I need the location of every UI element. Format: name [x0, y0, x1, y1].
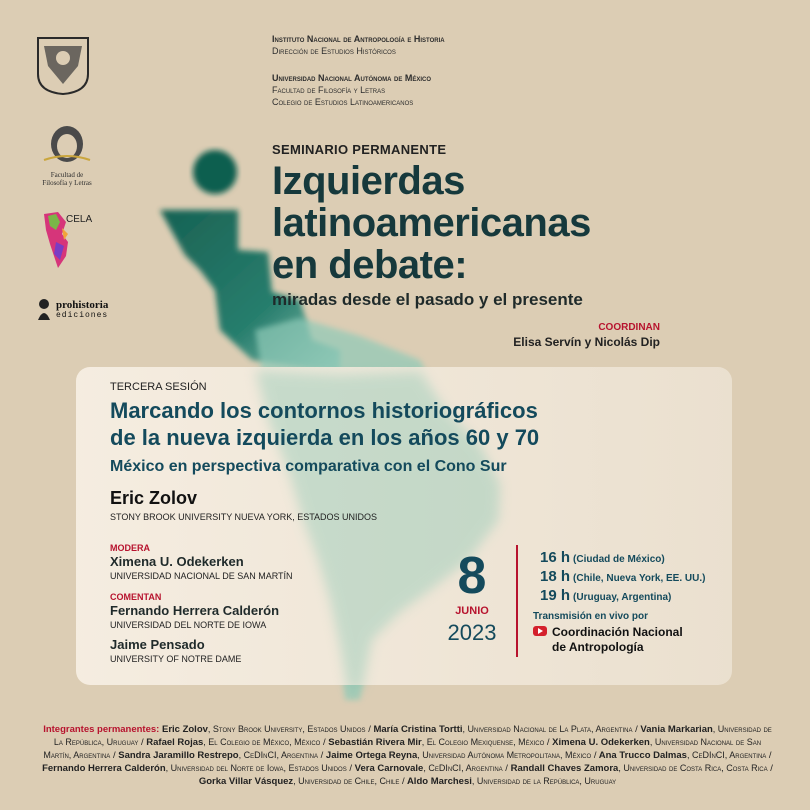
member-name: Aldo Marchesi [404, 776, 472, 787]
speaker-name: Eric Zolov [110, 488, 198, 508]
permanent-members [40, 723, 775, 788]
member-affiliation: , Universidad del Norte de Iowa, Estados Unidos [165, 763, 347, 773]
session-title-line1: Marcando los contornos historiográficos [110, 398, 538, 423]
stream-channel-line2: de Antropología [552, 640, 644, 654]
seminar-title-line3: en debate: [272, 243, 468, 287]
inah-name: Instituto Nacional de Antropología e Historia [272, 34, 445, 44]
unam-header [272, 72, 431, 108]
inah-header [272, 33, 445, 57]
member-name: Vania Markarian [637, 724, 713, 735]
seminar-subtitle: miradas desde el pasado y el presente [272, 290, 583, 309]
member-affiliation: , Universidad de Costa Rica, Costa Rica [618, 763, 768, 773]
unam-seal-logo [34, 34, 92, 96]
session-label: TERCERA SESIÓN [110, 381, 207, 393]
member-affiliation: , CeDInCI, Argentina [423, 763, 503, 773]
member-affiliation: , El Colegio de México, México [203, 737, 321, 747]
member-affiliation: , Universidad Nacional de La Plata, Argentina [462, 724, 633, 734]
unam-faculty: Facultad de Filosofía y Letras [272, 85, 386, 95]
member-affiliation: , Universidad Nacional de San Martín, Argentina [43, 737, 762, 760]
prohistoria-logo [36, 298, 116, 320]
member-item: Randall Chaves Zamora, Universidad de Costa Rica, Costa Rica / [507, 763, 773, 774]
youtube-icon[interactable] [533, 626, 547, 636]
member-name: Ana Trucco Dalmas [596, 750, 687, 761]
time-hour: 18 h [540, 568, 571, 585]
member-name: Gorka Villar Vásquez [198, 776, 294, 787]
member-item: Ana Trucco Dalmas, CeDInCI, Argentina / [596, 750, 772, 761]
member-item [405, 776, 617, 787]
member-item: Jaime Ortega Reyna, Universidad Autónoma Metropolitana, México / [323, 750, 597, 761]
time-hour: 19 h [540, 587, 571, 604]
moderator-affiliation: UNIVERSIDAD NACIONAL DE SAN MARTÍN [110, 571, 293, 581]
date-divider [516, 545, 518, 657]
member-item: Sandra Jaramillo Restrepo, CeDInCI, Argentina / [115, 750, 324, 761]
time-hour: 16 h [540, 549, 571, 566]
time-row [540, 587, 671, 604]
speaker-affiliation: STONY BROOK UNIVERSITY NUEVA YORK, ESTADOS UNIDOS [110, 512, 378, 522]
prohistoria-title: prohistoria [56, 298, 109, 311]
unam-college: Colegio de Estudios Latinoamericanos [272, 97, 414, 107]
member-name: Randall Chaves Zamora [507, 763, 619, 774]
members-lead: Integrantes permanentes: [43, 724, 160, 735]
member-name: Sebastián Rivera Mir [325, 737, 422, 748]
member-item: Vera Carnovale, CeDInCI, Argentina / [352, 763, 508, 774]
commentator1-name: Fernando Herrera Calderón [110, 603, 280, 618]
date-year: 2023 [447, 620, 497, 645]
member-affiliation: , Stony Brook University, Estados Unidos [207, 724, 366, 734]
commentators-label: COMENTAN [110, 592, 162, 602]
member-affiliation: , Universidad de Chile, Chile [293, 776, 400, 786]
date-month: JUNIO [455, 605, 489, 617]
unam-name: Universidad Nacional Autónoma de México [272, 73, 432, 83]
seminar-title [272, 160, 591, 286]
time-place: (Ciudad de México) [573, 554, 665, 565]
coordinators-label: COORDINAN [598, 322, 660, 333]
member-item: Vania Markarian, Universidad de La República, Uruguay / [53, 724, 772, 748]
member-name: Jaime Ortega Reyna [323, 750, 418, 761]
inah-dept: Dirección de Estudios Históricos [272, 46, 396, 56]
seminar-title-line1: Izquierdas [272, 159, 465, 203]
cela-logo [36, 208, 102, 277]
member-name: Rafael Rojas [143, 737, 204, 748]
member-item: Rafael Rojas, El Colegio de México, México / [143, 737, 326, 748]
member-name: Fernando Herrera Calderón [42, 763, 166, 774]
time-place: (Chile, Nueva York, EE. UU.) [573, 573, 706, 584]
member-item: María Cristina Tortti, Universidad Nacional de La Plata, Argentina / [370, 724, 638, 735]
member-affiliation: , El Colegio Mexiquense, México [421, 737, 545, 747]
member-affiliation: , Universidad de La República, Uruguay [53, 724, 772, 747]
stream-channel-link[interactable] [552, 625, 683, 655]
member-name: Eric Zolov [161, 724, 208, 735]
member-affiliation: , Universidad Autónoma Metropolitana, México [417, 750, 592, 760]
member-name: Ximena U. Odekerken [549, 737, 650, 748]
date-day: 8 [457, 547, 487, 605]
session-title-line2: de la nueva izquierda en los años 60 y 70 [110, 425, 540, 450]
coordinators-names: Elisa Servín y Nicolás Dip [513, 335, 660, 349]
prohistoria-sub: ediciones [56, 310, 109, 320]
time-place: (Uruguay, Argentina) [573, 592, 672, 603]
stream-channel-line1: Coordinación Nacional [552, 625, 683, 639]
time-row [540, 549, 665, 566]
member-affiliation: , Universidad de la República, Uruguay [471, 776, 617, 786]
member-item: Sebastián Rivera Mir, El Colegio Mexiquense, México / [325, 737, 550, 748]
ffyl-logo-text: Facultad de Filosofía y Letras [42, 171, 92, 187]
time-row [540, 568, 705, 585]
i-dot [193, 150, 237, 194]
member-item: Eric Zolov, Stony Brook University, Estados Unidos / [161, 724, 371, 735]
member-affiliation: , CeDInCI, Argentina [686, 750, 767, 760]
session-subtitle: México en perspectiva comparativa con el Cono Sur [110, 458, 507, 475]
stream-label: Transmisión en vivo por [533, 611, 649, 622]
seminar-title-line2: latinoamericanas [272, 201, 591, 245]
seminar-label: SEMINARIO PERMANENTE [272, 142, 447, 157]
commentator1-affiliation: UNIVERSIDAD DEL NORTE DE IOWA [110, 620, 267, 630]
session-title [110, 397, 539, 451]
cela-logo-text: CELA [66, 214, 93, 225]
ffyl-logo [38, 122, 96, 187]
member-item: Gorka Villar Vásquez, Universidad de Chile, Chile / [198, 776, 405, 787]
member-affiliation: , CeDInCI, Argentina [238, 750, 318, 760]
commentator2-name: Jaime Pensado [110, 637, 205, 652]
member-name: María Cristina Tortti [370, 724, 463, 735]
moderator-name: Ximena U. Odekerken [110, 554, 244, 569]
member-item: Fernando Herrera Calderón, Universidad del Norte de Iowa, Estados Unidos / [42, 763, 353, 774]
member-name: Sandra Jaramillo Restrepo [115, 750, 239, 761]
moderator-label: MODERA [110, 543, 150, 553]
commentator2-affiliation: UNIVERSITY OF NOTRE DAME [110, 654, 242, 664]
member-name: Vera Carnovale [352, 763, 424, 774]
member-item: Ximena U. Odekerken, Universidad Nacional de San Martín, Argentina / [43, 737, 762, 761]
